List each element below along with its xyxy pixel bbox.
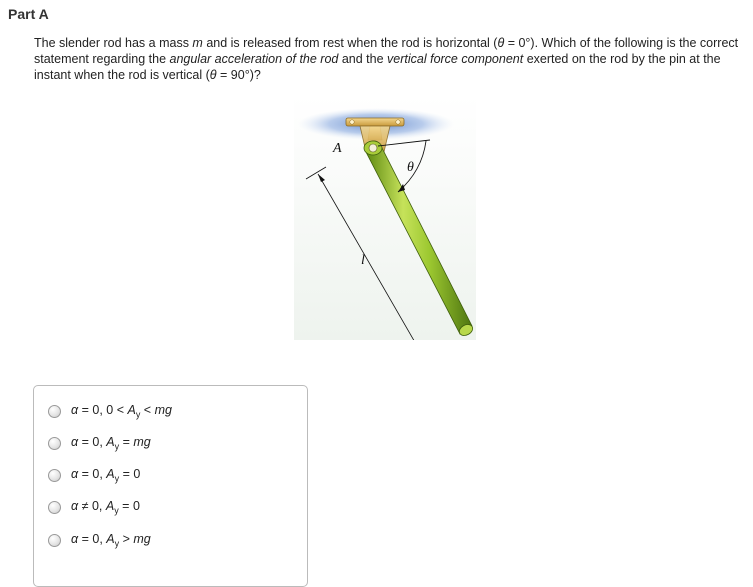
- choice-text-rest: = 0: [119, 466, 141, 481]
- question-text: [34, 35, 744, 83]
- choice-text-tail: mg: [133, 531, 151, 546]
- question-seg4: and the: [338, 52, 388, 66]
- question-seg1: The slender rod has a mass: [34, 36, 193, 50]
- choice-5[interactable]: [48, 530, 151, 550]
- force-symbol: A: [106, 434, 115, 449]
- force-subscript: y: [114, 441, 120, 452]
- radio-button[interactable]: [48, 405, 61, 418]
- choice-text-tail: mg: [133, 434, 151, 449]
- question-emph1: angular acceleration of the rod: [169, 52, 339, 66]
- answer-choices: [33, 385, 308, 587]
- choice-text-mid: = 0,: [78, 434, 107, 449]
- choice-label: [71, 467, 140, 484]
- force-symbol: A: [106, 466, 115, 481]
- force-subscript: y: [114, 538, 120, 549]
- rod-diagram: [294, 96, 476, 340]
- choice-text-mid: = 0, 0 <: [78, 402, 128, 417]
- label-length: l: [361, 253, 365, 268]
- force-subscript: y: [114, 505, 119, 516]
- part-title: Part A: [8, 6, 49, 22]
- question-theta2: θ: [209, 68, 217, 82]
- choice-text-mid: ≠ 0,: [78, 498, 106, 513]
- alpha-symbol: α: [71, 402, 79, 417]
- label-a: A: [333, 141, 342, 156]
- question-seg3: = 0°). Which of the following is the correct statement regarding the: [34, 36, 739, 66]
- alpha-symbol: α: [71, 531, 79, 546]
- question-seg5: exerted on the rod by the pin at the instant when the rod is vertical (: [34, 52, 721, 82]
- choice-text-rest: =: [119, 434, 134, 449]
- radio-button[interactable]: [48, 501, 61, 514]
- rod-figure: [294, 96, 476, 340]
- choice-2[interactable]: [48, 433, 151, 453]
- choice-text-tail: mg: [154, 402, 172, 417]
- question-emph2: vertical force component: [387, 52, 524, 66]
- question-seg6: = 90°)?: [216, 68, 261, 82]
- choice-1[interactable]: [48, 401, 172, 421]
- question-seg2: and is released from rest when the rod is horizontal (: [202, 36, 498, 50]
- choice-text-rest: = 0: [118, 498, 140, 513]
- choice-text-mid: = 0,: [78, 466, 107, 481]
- choice-text-rest: >: [119, 531, 134, 546]
- force-subscript: y: [135, 409, 141, 420]
- choice-3[interactable]: [48, 465, 140, 485]
- choice-text-mid: = 0,: [78, 531, 107, 546]
- force-symbol: A: [105, 498, 115, 513]
- choice-label: [71, 499, 140, 516]
- question-mass-symbol: m: [192, 36, 203, 50]
- label-theta: θ: [407, 160, 414, 175]
- radio-button[interactable]: [48, 437, 61, 450]
- choice-label: [71, 403, 172, 420]
- force-subscript: y: [114, 473, 120, 484]
- choice-text-rest: <: [140, 402, 155, 417]
- alpha-symbol: α: [71, 466, 79, 481]
- choice-4[interactable]: [48, 497, 140, 517]
- radio-button[interactable]: [48, 534, 61, 547]
- radio-button[interactable]: [48, 469, 61, 482]
- alpha-symbol: α: [71, 498, 79, 513]
- alpha-symbol: α: [71, 434, 79, 449]
- choice-label: [71, 435, 151, 452]
- question-theta1: θ: [497, 36, 505, 50]
- choice-label: [71, 532, 151, 549]
- force-symbol: A: [127, 402, 136, 417]
- force-symbol: A: [106, 531, 115, 546]
